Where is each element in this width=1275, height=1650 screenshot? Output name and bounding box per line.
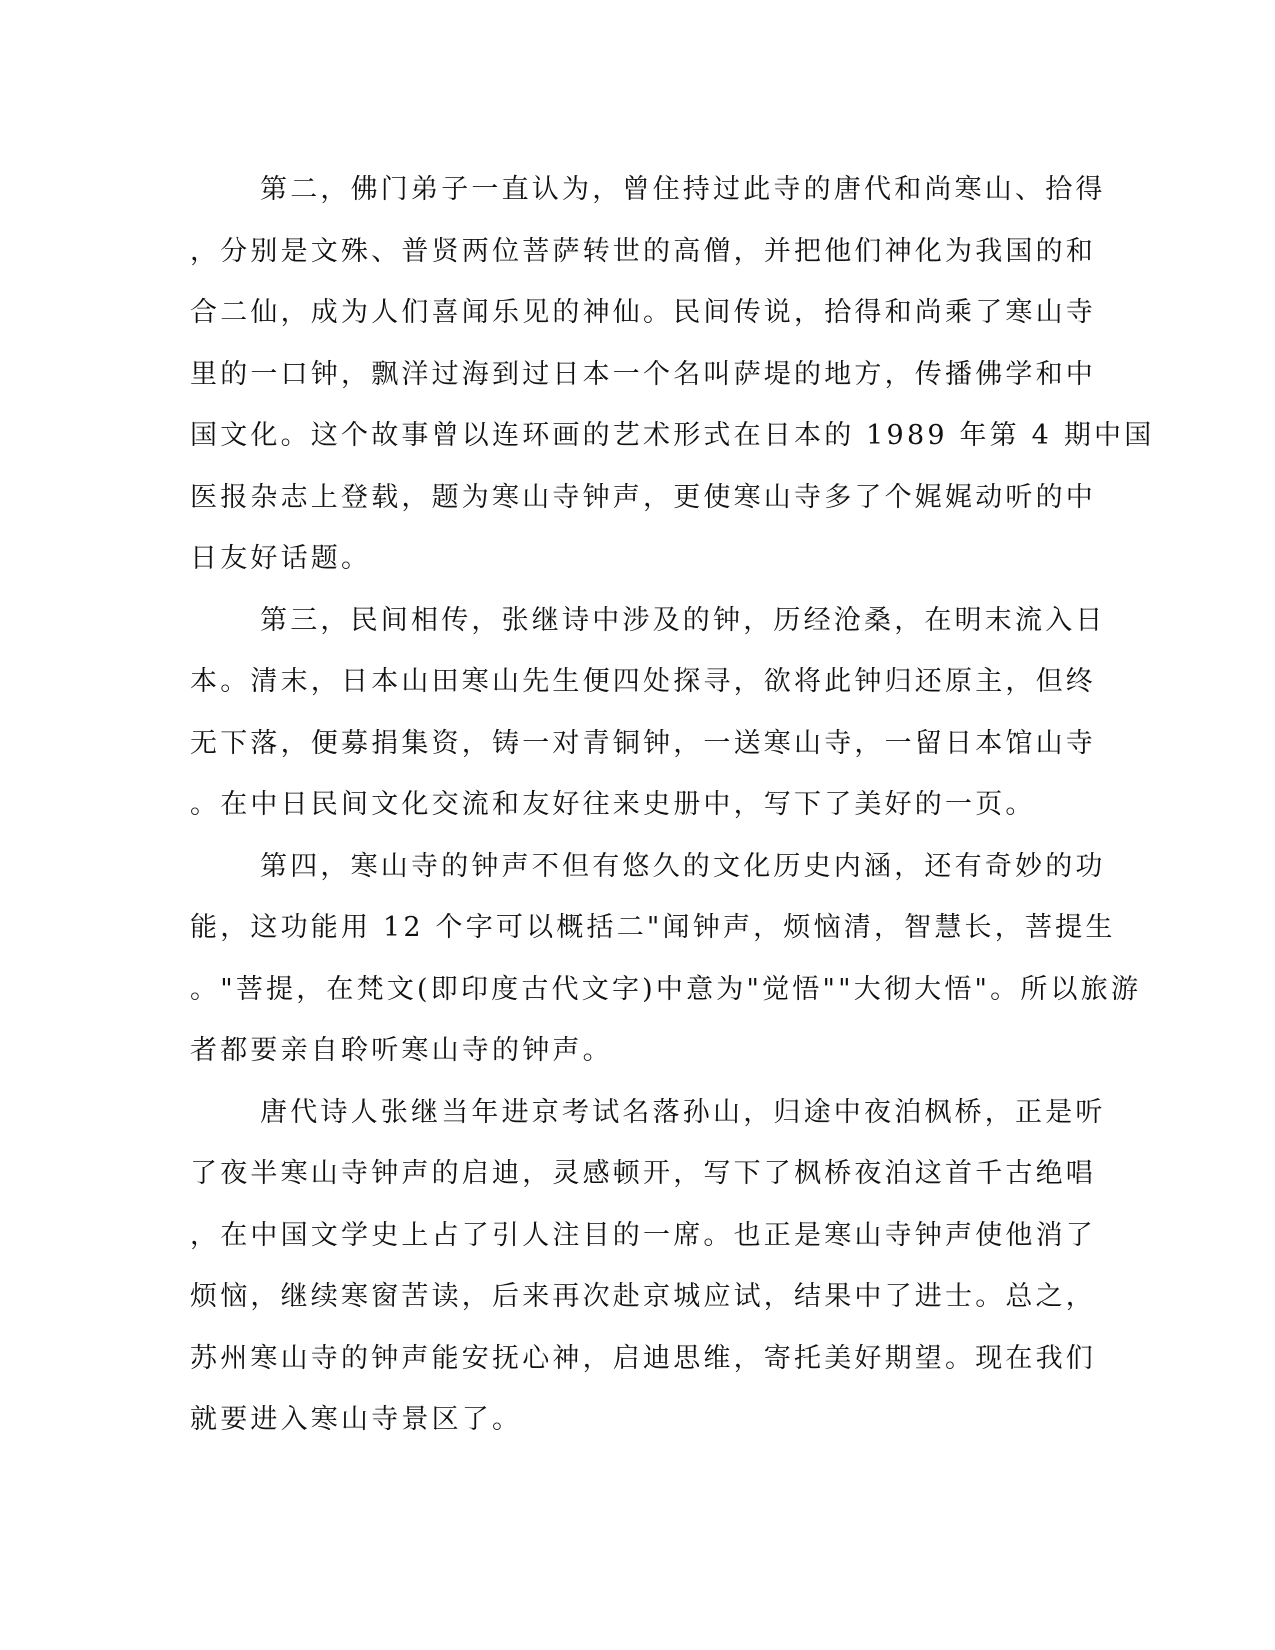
text-line: 合二仙，成为人们喜闻乐见的神仙。民间传说，拾得和尚乘了寒山寺 [190, 297, 1096, 328]
text-line: ，分别是文殊、普贤两位菩萨转世的高僧，并把他们神化为我国的和 [190, 235, 1096, 267]
text-line: 。"菩提，在梵文(即印度古代文字)中意为"觉悟""大彻大悟"。所以旅游 [190, 973, 1142, 1005]
text-line: 第二，佛门弟子一直认为，曾住持过此寺的唐代和尚寒山、拾得 [260, 174, 1106, 205]
paragraph-4 [190, 1082, 1106, 1451]
paragraph-3 [190, 836, 1142, 1082]
text-line: 就要进入寒山寺景区了。 [190, 1404, 523, 1435]
text-line: 里的一口钟，飘洋过海到过日本一个名叫萨堤的地方，传播佛学和中 [190, 358, 1096, 390]
text-line: ，在中国文学史上占了引人注目的一席。也正是寒山寺钟声使他消了 [190, 1219, 1096, 1251]
text-line: 第四，寒山寺的钟声不但有悠久的文化历史内涵，还有奇妙的功 [260, 850, 1106, 882]
text-line: 者都要亲自聆听寒山寺的钟声。 [190, 1035, 613, 1066]
text-line: 医报杂志上登载，题为寒山寺钟声，更使寒山寺多了个娓娓动听的中 [190, 481, 1096, 513]
text-line: 苏州寒山寺的钟声能安抚心神，启迪思维，寄托美好期望。现在我们 [190, 1342, 1096, 1374]
text-line: 能，这功能用 12 个字可以概括二"闻钟声，烦恼清，智慧长，菩提生 [190, 912, 1116, 943]
paragraph-1 [190, 159, 1155, 590]
text-line: 唐代诗人张继当年进京考试名落孙山，归途中夜泊枫桥，正是听 [260, 1096, 1106, 1128]
text-line: 了夜半寒山寺钟声的启迪，灵感顿开，写下了枫桥夜泊这首千古绝唱 [190, 1158, 1096, 1189]
text-line: 第三，民间相传，张继诗中涉及的钟，历经沧桑，在明末流入日 [260, 604, 1106, 636]
text-line: 烦恼，继续寒窗苦读，后来再次赴京城应试，结果中了进士。总之， [190, 1281, 1096, 1312]
text-line: 。在中日民间文化交流和友好往来史册中，写下了美好的一页。 [190, 789, 1036, 820]
paragraph-2 [190, 590, 1106, 836]
text-line: 本。清末，日本山田寒山先生便四处探寻，欲将此钟归还原主，但终 [190, 666, 1096, 697]
text-line: 无下落，便募捐集资，铸一对青铜钟，一送寒山寺，一留日本馆山寺 [190, 727, 1096, 759]
text-line: 国文化。这个故事曾以连环画的艺术形式在日本的 1989 年第 4 期中国 [190, 420, 1155, 451]
text-line: 日友好话题。 [190, 543, 372, 574]
